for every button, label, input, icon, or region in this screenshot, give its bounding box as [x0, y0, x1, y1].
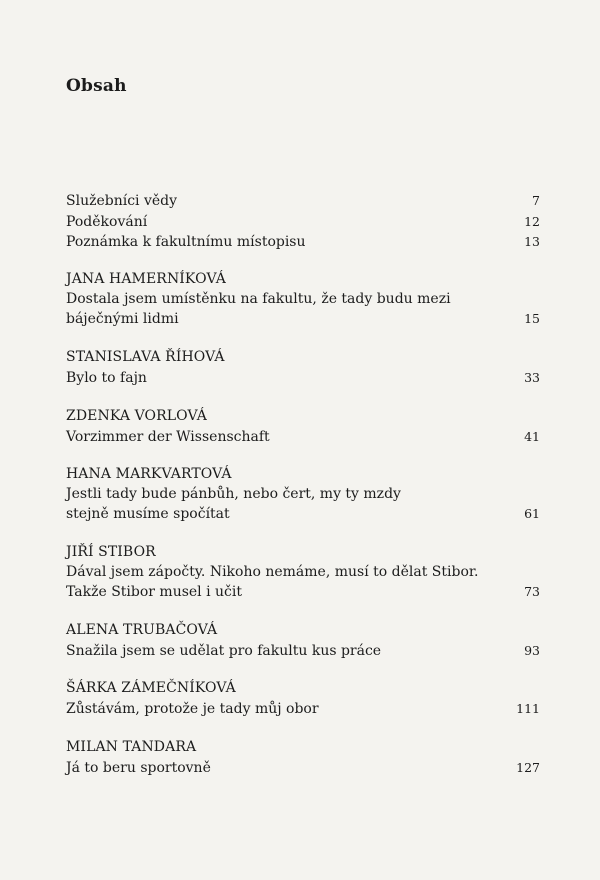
chapter-title-line: Zůstávám, protože je tady můj obor — [66, 700, 319, 717]
chapter-author: JANA HAMERNÍKOVÁ — [66, 271, 226, 287]
page-number: 13 — [524, 234, 540, 249]
chapter-author: STANISLAVA ŘÍHOVÁ — [66, 349, 225, 365]
page-number: 41 — [524, 428, 540, 444]
chapter-line — [66, 699, 540, 720]
page-number: 7 — [532, 193, 540, 208]
chapter-title-line: Jestli tady bude pánbůh, nebo čert, my ty mzdy — [66, 485, 401, 502]
chapter-author: ZDENKA VORLOVÁ — [66, 408, 207, 424]
chapter-line — [66, 290, 540, 310]
toc-chapter[interactable] — [66, 270, 540, 330]
toc-title: Obsah — [66, 76, 127, 96]
entry-title: Poděkování — [66, 213, 148, 230]
entry-title: Poznámka k fakultnímu místopisu — [66, 234, 306, 250]
page-number: 12 — [524, 213, 540, 229]
chapter-line — [66, 485, 540, 505]
page-number: 93 — [524, 642, 540, 658]
chapter-line — [66, 758, 540, 779]
toc-chapter[interactable] — [66, 348, 540, 388]
toc-entry[interactable] — [66, 212, 540, 233]
page-number: 15 — [524, 311, 540, 326]
chapter-title-line: Bylo to fajn — [66, 369, 147, 386]
chapter-line — [66, 504, 540, 525]
page-number: 127 — [516, 759, 540, 775]
page-number: 61 — [524, 506, 540, 521]
page-number: 73 — [524, 584, 540, 599]
chapter-title-line: Vorzimmer der Wissenschaft — [66, 428, 270, 445]
chapter-title-line: Snažila jsem se udělat pro fakultu kus práce — [66, 642, 382, 659]
chapter-line — [66, 582, 540, 603]
chapter-author: ALENA TRUBAČOVÁ — [66, 622, 218, 638]
chapter-title-line: stejně musíme spočítat — [66, 506, 230, 522]
chapter-author: JIŘÍ STIBOR — [66, 544, 156, 560]
entry-title: Služebníci vědy — [66, 193, 178, 209]
chapter-title-line: Takže Stibor musel i učit — [66, 584, 242, 600]
chapter-title-line: báječnými lidmi — [66, 311, 179, 327]
page-number: 33 — [524, 369, 540, 385]
toc-entry[interactable] — [66, 232, 540, 253]
chapter-author: HANA MARKVARTOVÁ — [66, 466, 232, 482]
toc-chapter[interactable] — [66, 679, 540, 719]
toc-front-matter — [66, 191, 540, 253]
toc-chapter[interactable] — [66, 621, 540, 661]
chapter-line — [66, 427, 540, 448]
chapter-title-line: Dostala jsem umístěnku na fakultu, že tady budu mezi — [66, 290, 451, 307]
chapter-line — [66, 368, 540, 389]
chapter-title-line: Dával jsem zápočty. Nikoho nemáme, musí to dělat Stibor. — [66, 563, 479, 580]
chapter-author: MILAN TANDARA — [66, 739, 197, 755]
page-number: 111 — [516, 700, 540, 716]
chapter-line — [66, 563, 540, 583]
toc-chapter[interactable] — [66, 543, 540, 603]
toc-chapter[interactable] — [66, 465, 540, 525]
toc-entry[interactable] — [66, 191, 540, 212]
toc-chapter[interactable] — [66, 738, 540, 778]
chapter-title-line: Já to beru sportovně — [66, 759, 211, 776]
chapter-author: ŠÁRKA ZÁMEČNÍKOVÁ — [66, 680, 236, 696]
chapter-line — [66, 309, 540, 330]
toc-chapter[interactable] — [66, 407, 540, 447]
chapter-line — [66, 641, 540, 662]
